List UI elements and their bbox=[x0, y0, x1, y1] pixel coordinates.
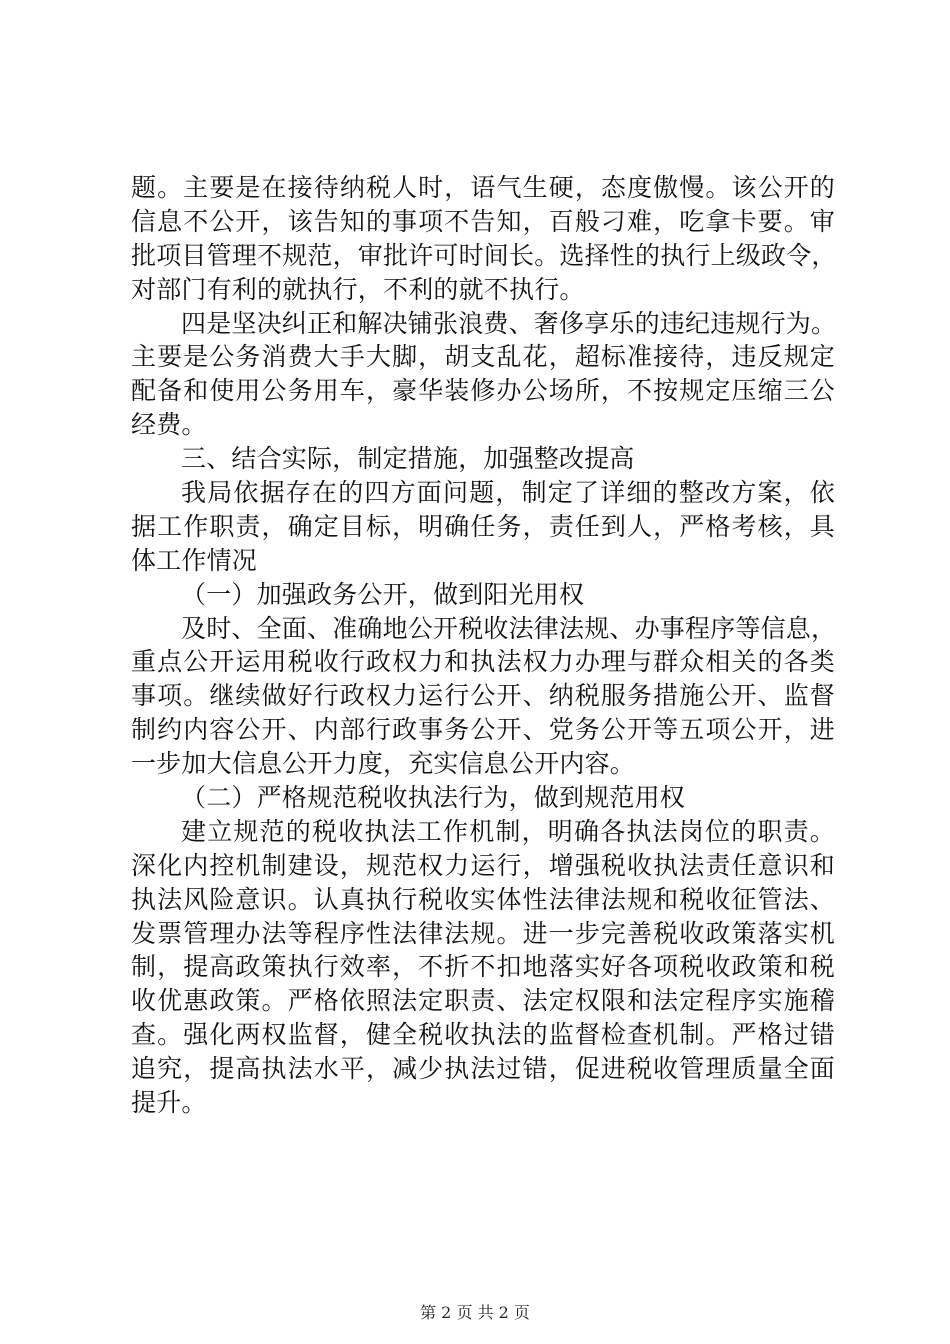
text-line: 信息不公开，该告知的事项不告知，百般刁难，吃拿卡要。审 bbox=[131, 206, 835, 236]
text-line: 题。主要是在接待纳税人时，语气生硬，态度傲慢。该公开的 bbox=[131, 173, 835, 202]
text-line: 及时、全面、准确地公开税收法律法规、办事程序等信息， bbox=[181, 613, 837, 643]
text-line: 批项目管理不规范，审批许可时间长。选择性的执行上级政令， bbox=[131, 240, 837, 270]
text-line: 三、结合实际，制定措施，加强整改提高 bbox=[181, 444, 635, 474]
text-line: 一步加大信息公开力度，充实信息公开内容。 bbox=[131, 749, 636, 779]
text-line: 对部门有利的就执行，不利的就不执行。 bbox=[131, 274, 585, 304]
text-line: 主要是公务消费大手大脚，胡支乱花，超标准接待，违反规定 bbox=[131, 342, 835, 372]
text-line: 追究，提高执法水平，减少执法过错，促进税收管理质量全面 bbox=[131, 1054, 835, 1084]
text-line: 查。强化两权监督，健全税收执法的监督检查机制。严格过错 bbox=[131, 1020, 835, 1050]
text-line: 建立规范的税收执法工作机制，明确各执法岗位的职责。 bbox=[181, 816, 835, 846]
text-line: 据工作职责，确定目标，明确任务，责任到人，严格考核，具 bbox=[131, 511, 835, 541]
text-line: 配备和使用公务用车，豪华装修办公场所，不按规定压缩三公 bbox=[131, 376, 835, 406]
page-footer: 第 2 页 共 2 页 bbox=[420, 1303, 530, 1322]
text-line: 经费。 bbox=[131, 410, 207, 440]
text-line: 深化内控机制建设，规范权力运行，增强税收执法责任意识和 bbox=[131, 850, 835, 880]
text-line: 发票管理办法等程序性法律法规。进一步完善税收政策落实机 bbox=[131, 918, 835, 948]
text-line: 体工作情况 bbox=[131, 545, 258, 575]
text-line: 我局依据存在的四方面问题，制定了详细的整改方案，依 bbox=[181, 478, 835, 508]
text-line: 执法风险意识。认真执行税收实体性法律法规和税收征管法、 bbox=[131, 884, 835, 914]
text-line: 提升。 bbox=[131, 1088, 207, 1118]
text-line: 事项。继续做好行政权力运行公开、纳税服务措施公开、监督 bbox=[131, 681, 835, 711]
text-line: 收优惠政策。严格依照法定职责、法定权限和法定程序实施稽 bbox=[131, 986, 835, 1016]
text-line: 制，提高政策执行效率，不折不扣地落实好各项税收政策和税 bbox=[131, 952, 835, 982]
text-line: 重点公开运用税收行政权力和执法权力办理与群众相关的各类 bbox=[131, 647, 835, 677]
text-line: （二）严格规范税收执法行为，做到规范用权 bbox=[181, 783, 686, 813]
text-line: 四是坚决纠正和解决铺张浪费、奢侈享乐的违纪违规行为。 bbox=[181, 308, 837, 338]
text-line: 制约内容公开、内部行政事务公开、党务公开等五项公开，进 bbox=[131, 715, 835, 745]
document-body bbox=[131, 171, 835, 1120]
text-line: （一）加强政务公开，做到阳光用权 bbox=[181, 579, 585, 609]
